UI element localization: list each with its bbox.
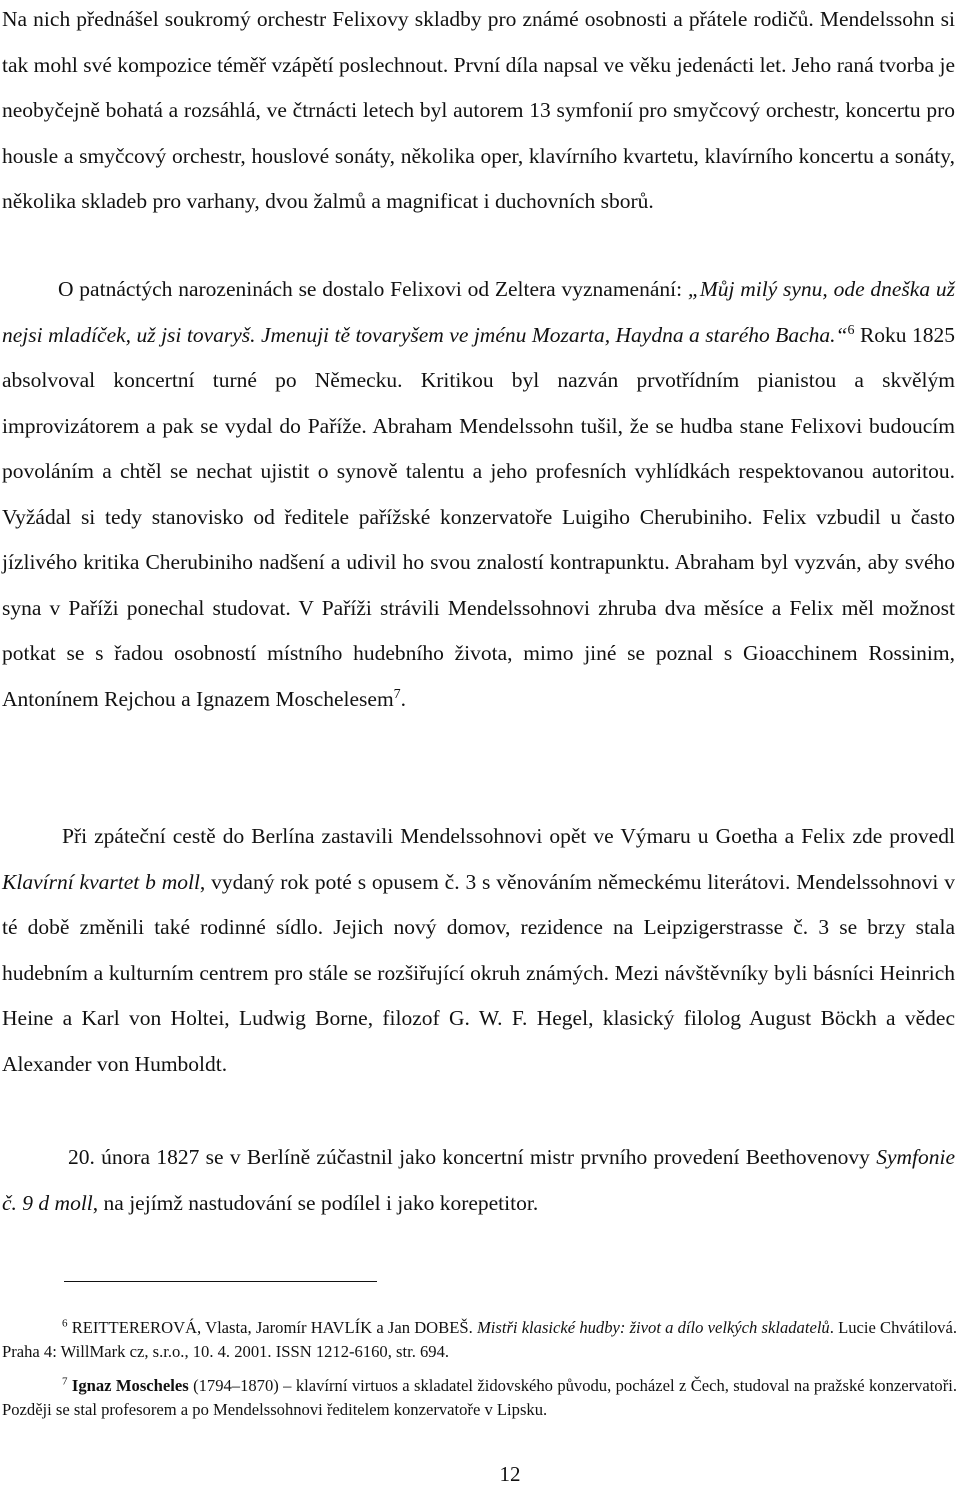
paragraph-3-lead: Při zpáteční cestě do Berlína zastavili Mendelssohnovi opět ve Výmaru u Goetha a Felix zde provedl <box>62 824 955 848</box>
paragraph-2 <box>2 267 955 722</box>
work-title-symfonie: Symfonie č. 9 d moll <box>2 1145 955 1215</box>
footnote-ref-6[interactable]: 6 <box>847 322 855 338</box>
paragraph-1-text: Na nich přednášel soukromý orchestr Felixovy skladby pro známé osobnosti a přátele rodičů. Mendelssohn si tak mohl své kompozice téměř vzápětí poslechnout. První díla napsal ve věku jedenácti let. Jeho raná tvorba je neobyčejně bohatá a rozsáhlá, ve čtrnácti letech byl autorem 13 symfonií pro smyčcový orchestr, koncertu pro housle a smyčcový orchestr, houslové sonáty, několika oper, klavírního kvartetu, klavírního koncertu a sonáty, několika skladeb pro varhany, dvou žalmů a magnificat i duchovních sborů. <box>2 7 955 213</box>
footnote-6-title: Mistři klasické hudby: život a dílo velkých skladatelů <box>476 1318 830 1337</box>
paragraph-3-rest: , vydaný rok poté s opusem č. 3 s věnováním německému literátovi. Mendelssohnovi v té době změnili také rodinné sídlo. Jejich nový domov, rezidence na Leipzigerstrasse č. 3 se brzy stala hudebním a kulturním centrem pro stále se rozšiřující okruh známých. Mezi návštěvníky byli básníci Heinrich Heine a Karl von Holtei, Ludwig Borne, filozof G. W. F. Hegel, klasický filolog August Böckh a vědec Alexander von Humboldt. <box>2 869 955 1076</box>
page-number: 12 <box>499 1462 521 1486</box>
paragraph-1 <box>2 0 955 225</box>
paragraph-4-rest: , na jejímž nastudování se podílel i jako korepetitor. <box>92 1190 539 1215</box>
footnote-7-rest: (1794–1870) – klavírní virtuos a skladatel židovského původu, pocházel z Čech, studoval na pražské konzervatoři. Později se stal profesorem a po Mendelssohnovi ředitelem konzervatoře v Lipsku. <box>2 1376 957 1419</box>
zelter-quote: „Můj milý synu, ode dneška už nejsi mladíček, už jsi tovaryš. Jmenuji tě tovaryšem ve jménu Mozarta, Haydna a starého Bacha.“ <box>2 277 955 347</box>
paragraph-4 <box>2 1135 955 1226</box>
paragraph-2-lead: O patnáctých narozeninách se dostalo Felixovi od Zeltera vyznamenání: <box>58 277 688 301</box>
paragraph-4-lead: 20. února 1827 se v Berlíně zúčastnil jako koncertní mistr prvního provedení Beethovenovy <box>68 1145 877 1169</box>
footnote-7-mark: 7 <box>62 1375 68 1388</box>
paragraph-2-end: . <box>400 686 407 711</box>
footnote-6-mark: 6 <box>62 1317 68 1330</box>
work-title-kvartet: Klavírní kvartet b moll <box>2 869 200 894</box>
footnote-6-rest: . Lucie Chvátilová. Praha 4: WillMark cz, s.r.o., 10. 4. 2001. ISSN 1212-6160, str. 694. <box>2 1318 957 1361</box>
footnote-7-name: Ignaz Moscheles <box>71 1376 189 1395</box>
paragraph-2-rest: Roku 1825 absolvoval koncertní turné po Německu. Kritikou byl nazván prvotřídním pianistou a skvělým improvizátorem a pak se vydal do Paříže. Abraham Mendelssohn tušil, že se hudba stane Felixovi budoucím povoláním a chtěl se nechat ujistit o synově talentu a jeho profesních vyhlídkách respektovanou autoritou. Vyžádal si tedy stanovisko od ředitele pařížské konzervatoře Luigiho Cherubiniho. Felix vzbudil u často jízlivého kritika Cherubiniho nadšení a udivil ho svou znalostí kontrapunktu. Abraham byl vyzván, aby svého syna v Paříži ponechal studovat. V Paříži strávili Mendelssohnovi zhruba dva měsíce a Felix měl možnost potkat se s řadou osobností místního hudebního života, mimo jiné se poznal s Gioacchinem Rossinim, Antonínem Rejchou a Ignazem Moschelesem <box>2 322 955 711</box>
footnote-separator <box>64 1281 377 1282</box>
footnote-7 <box>2 1374 957 1422</box>
footnote-6 <box>2 1316 957 1364</box>
footnote-6-authors: REITTEREROVÁ, Vlasta, Jaromír HAVLÍK a Jan DOBEŠ. <box>67 1318 477 1337</box>
footnote-ref-7[interactable]: 7 <box>393 686 401 702</box>
paragraph-3 <box>2 814 955 1087</box>
